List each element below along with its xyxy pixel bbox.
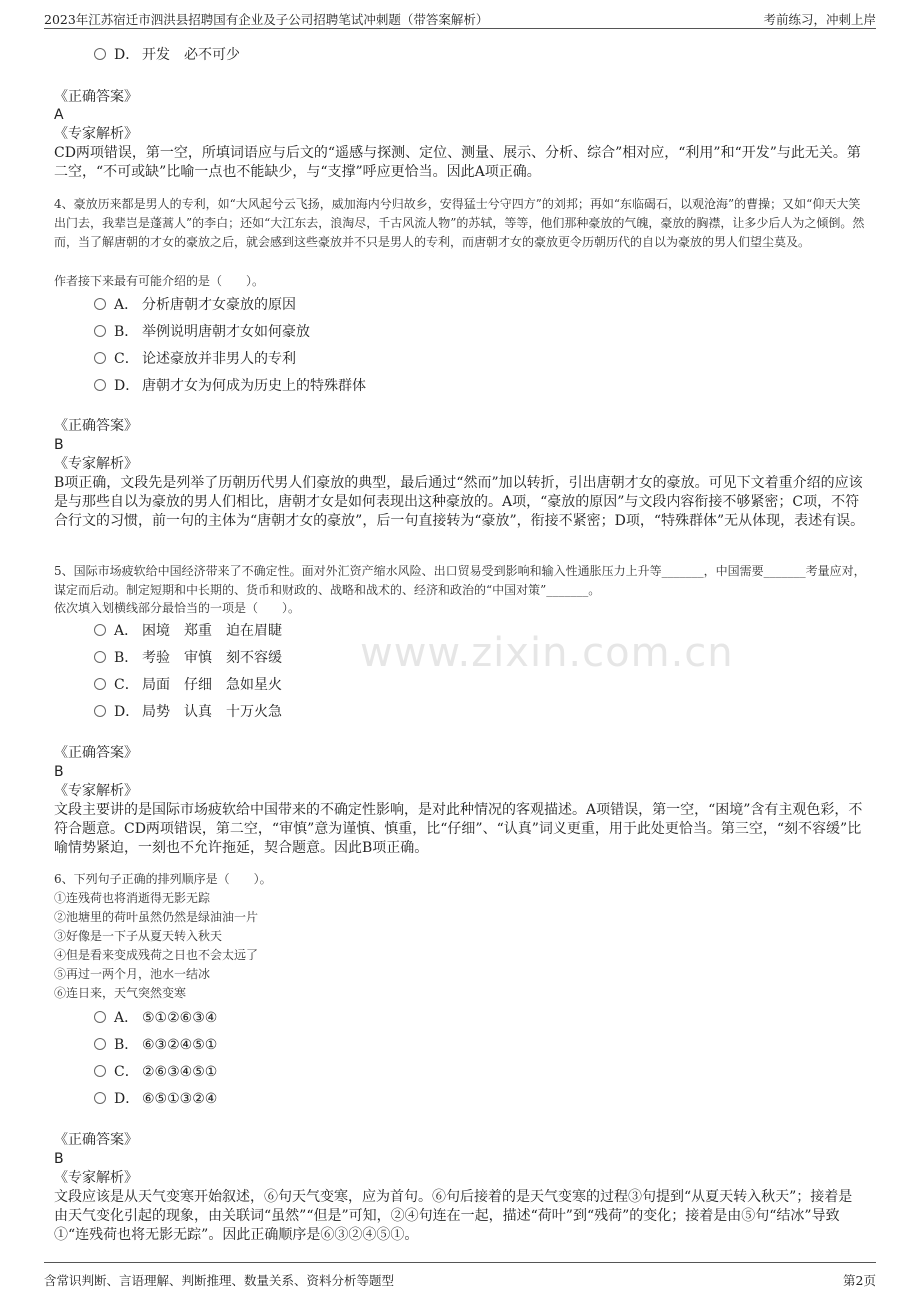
- q4-prompt: 作者接下来最有可能介绍的是（ ）。: [54, 274, 265, 288]
- radio-icon[interactable]: [94, 705, 106, 717]
- q6-sentence: ⑥连日来，天气突然变寒: [54, 986, 187, 1000]
- option-letter: D．: [114, 704, 140, 720]
- q6-answer-label: 《正确答案》: [54, 1132, 138, 1148]
- q5-option-d[interactable]: [94, 701, 282, 723]
- q6-sentence: ②池塘里的荷叶虽然仍然是绿油油一片: [54, 910, 259, 924]
- q6-option-c[interactable]: [94, 1061, 217, 1083]
- q5-stem: 5、国际市场疲软给中国经济带来了不确定性。面对外汇资产缩水风险、出口贸易受到影响和输入性通胀压力上升等_______，中国需要_______考量应对，谋定而后动。制定短期和中长期的、货币和财政的、战略和战术的、经济和政治的“中国对策”_______。: [54, 564, 866, 597]
- q3-answer-label: 《正确答案》: [54, 89, 138, 105]
- option-letter: A．: [114, 297, 139, 313]
- watermark: www.zixin.com.cn: [360, 630, 734, 676]
- footer-topics: 含常识判断、言语理解、判断推理、数量关系、资料分析等题型: [44, 1273, 395, 1288]
- q5-analysis-label: 《专家解析》: [54, 783, 138, 799]
- q6-option-b[interactable]: [94, 1034, 217, 1056]
- q4-analysis-label: 《专家解析》: [54, 456, 138, 472]
- radio-icon[interactable]: [94, 651, 106, 663]
- radio-icon[interactable]: [94, 1065, 106, 1077]
- option-letter: C．: [114, 677, 139, 693]
- radio-icon[interactable]: [94, 379, 106, 391]
- q4-option-c[interactable]: [94, 348, 296, 370]
- q5-prompt: 依次填入划横线部分最恰当的一项是（ ）。: [54, 601, 301, 615]
- q5-option-b[interactable]: [94, 647, 282, 669]
- option-text: ⑤①②⑥③④: [142, 1010, 218, 1026]
- q6-analysis-label: 《专家解析》: [54, 1170, 138, 1186]
- option-letter: D．: [114, 378, 140, 394]
- q5-option-c[interactable]: [94, 674, 282, 696]
- q4-answer: B: [54, 437, 64, 453]
- option-letter: A．: [114, 1010, 139, 1026]
- option-text: 局势 认真 十万火急: [142, 704, 282, 720]
- q6-sentence: ⑤再过一两个月，池水一结冰: [54, 967, 211, 981]
- q6-sentence: ③好像是一下子从夏天转入秋天: [54, 929, 223, 943]
- option-text: 困境 郑重 迫在眉睫: [142, 623, 282, 639]
- radio-icon[interactable]: [94, 298, 106, 310]
- q5-answer-label: 《正确答案》: [54, 745, 138, 761]
- option-letter: D．: [114, 47, 140, 63]
- option-letter: B．: [114, 650, 139, 666]
- radio-icon[interactable]: [94, 1038, 106, 1050]
- page-footer: [44, 1262, 876, 1293]
- option-text: ⑥⑤①③②④: [142, 1091, 218, 1107]
- q6-sentence: ④但是看来变成残荷之日也不会太远了: [54, 948, 259, 962]
- q5-option-a[interactable]: [94, 620, 282, 642]
- radio-icon[interactable]: [94, 1092, 106, 1104]
- option-text: 论述豪放并非男人的专利: [142, 351, 296, 367]
- radio-icon[interactable]: [94, 325, 106, 337]
- q6-sentence: ①连残荷也将消逝得无影无踪: [54, 891, 211, 905]
- option-letter: C．: [114, 1064, 139, 1080]
- option-text: 举例说明唐朝才女如何豪放: [142, 324, 310, 340]
- option-text: 局面 仔细 急如星火: [142, 677, 282, 693]
- q6-analysis: 文段应该是从天气变寒开始叙述，⑥句天气变寒，应为首句。⑥句后接着的是天气变寒的过程③句提到“从夏天转入秋天”；接着是由天气变化引起的现象，由关联词“虽然”“但是”可知，②④句连在一起，描述“荷叶”到“残荷”的变化；接着是由⑤句“结冰”导致①“连残荷也将无影无踪”。因此正确顺序是⑥③②④⑤①。: [54, 1189, 853, 1243]
- q3-answer: A: [54, 107, 64, 123]
- q3-analysis-label: 《专家解析》: [54, 126, 138, 142]
- q4-stem: 4、豪放历来都是男人的专利，如“大风起兮云飞扬，威加海内兮归故乡，安得猛士兮守四方”的刘邦；再如“东临碣石，以观沧海”的曹操；又如“仰天大笑出门去，我辈岂是蓬蒿人”的李白；还如“大江东去，浪淘尽，千古风流人物”的苏轼，等等，他们那种豪放的气魄，豪放的胸襟，让多少后人为之倾倒。然而，当了解唐朝的才女的豪放之后，就会感到这些豪放并不只是男人的专利，而唐朝才女的豪放更令历朝历代的自以为豪放的男人们望尘莫及。: [54, 197, 865, 249]
- option-text: 开发 必不可少: [142, 47, 240, 63]
- q6-option-d[interactable]: [94, 1088, 217, 1110]
- q4-option-b[interactable]: [94, 321, 310, 343]
- option-letter: B．: [114, 1037, 139, 1053]
- q3-option-d[interactable]: [94, 44, 240, 66]
- q6-stem: 6、下列句子正确的排列顺序是（ ）。: [54, 872, 272, 886]
- q4-answer-label: 《正确答案》: [54, 418, 138, 434]
- q3-analysis: CD两项错误，第一空，所填词语应与后文的“遥感与探测、定位、测量、展示、分析、综合”相对应，“利用”和“开发”与此无关。第二空，“不可或缺”比喻一点也不能缺少，与“支撑”呼应更恰当。因此A项正确。: [54, 145, 861, 180]
- option-text: 唐朝才女为何成为历史上的特殊群体: [142, 378, 366, 394]
- option-letter: B．: [114, 324, 139, 340]
- q5-answer: B: [54, 764, 64, 780]
- page-number: 第2页: [843, 1273, 876, 1288]
- option-letter: D．: [114, 1091, 140, 1107]
- q6-option-a[interactable]: [94, 1007, 217, 1029]
- radio-icon[interactable]: [94, 48, 106, 60]
- option-text: ②⑥③④⑤①: [142, 1064, 218, 1080]
- option-text: 考验 审慎 刻不容缓: [142, 650, 282, 666]
- radio-icon[interactable]: [94, 352, 106, 364]
- header-title: 2023年江苏宿迁市泗洪县招聘国有企业及子公司招聘笔试冲刺题（带答案解析）: [44, 12, 489, 27]
- q4-option-a[interactable]: [94, 294, 296, 316]
- q5-analysis: 文段主要讲的是国际市场疲软给中国带来的不确定性影响，是对此种情况的客观描述。A项错误，第一空，“困境”含有主观色彩，不符合题意。CD两项错误，第二空，“审慎”意为谨慎、慎重，比“仔细”、“认真”词义更重，用于此处更恰当。第三空，“刻不容缓”比喻情势紧迫，一刻也不允许拖延，契合题意。因此B项正确。: [54, 802, 863, 856]
- option-letter: A．: [114, 623, 139, 639]
- option-letter: C．: [114, 351, 139, 367]
- option-text: ⑥③②④⑤①: [142, 1037, 218, 1053]
- q4-option-d[interactable]: [94, 375, 366, 397]
- radio-icon[interactable]: [94, 678, 106, 690]
- radio-icon[interactable]: [94, 1011, 106, 1023]
- header-slogan: 考前练习，冲刺上岸: [763, 12, 876, 27]
- page-header: [44, 6, 876, 29]
- q4-analysis: B项正确，文段先是列举了历朝历代男人们豪放的典型，最后通过“然而”加以转折，引出唐朝才女的豪放。可见下文着重介绍的应该是与那些自以为豪放的男人们相比，唐朝才女是如何表现出这种豪放的。A项，“豪放的原因”与文段内容衔接不够紧密；C项，不符合行文的习惯，前一句的主体为“唐朝才女的豪放”，后一句直接转为“豪放”，衔接不紧密；D项，“特殊群体”无从体现，表述有误。: [54, 475, 865, 529]
- q6-answer: B: [54, 1151, 64, 1167]
- option-text: 分析唐朝才女豪放的原因: [142, 297, 296, 313]
- radio-icon[interactable]: [94, 624, 106, 636]
